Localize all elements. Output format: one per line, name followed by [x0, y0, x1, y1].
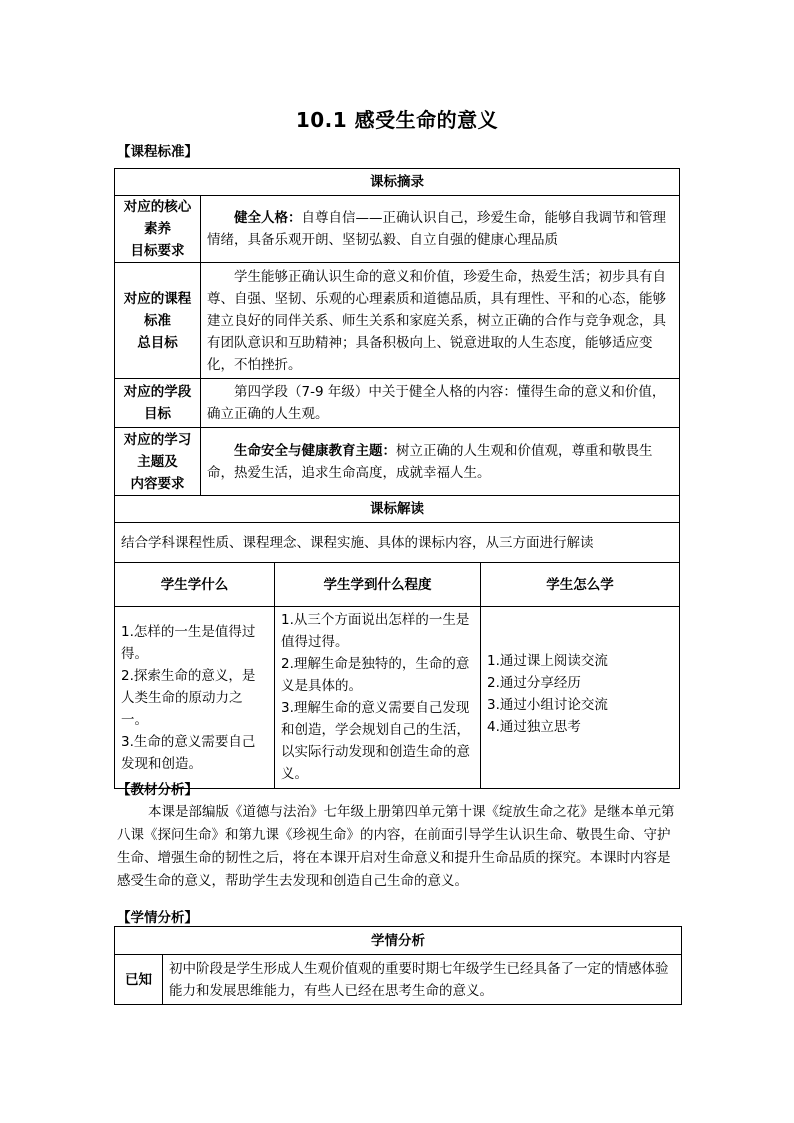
row-label-core: [115, 196, 201, 263]
list-item: 1.从三个方面说出怎样的一生是值得过得。: [281, 612, 470, 650]
row-label-known: 已知: [115, 955, 163, 1005]
column-header-what: 学生学什么: [115, 563, 275, 607]
row-label-text: 对应的核心 素养 目标要求: [123, 199, 192, 259]
list-item: 3.生命的意义需要自己发现和创造。: [121, 733, 256, 772]
row-text-theme: 生命安全与健康教育主题：树立正确的人生观和价值观，尊重和敬畏生命，热爱生活，追求生命高度，成就幸福人生。: [201, 428, 680, 496]
row-label-theme: [115, 428, 201, 496]
list-item: 3.通过小组讨论交流: [487, 696, 608, 713]
table-row: [115, 379, 680, 428]
list-item: 4.通过独立思考: [487, 718, 581, 735]
column-what-content: [115, 607, 275, 789]
textbook-analysis-text: 本课是部编版《道德与法治》七年级上册第四单元第十课《绽放生命之花》是继本单元第八课《探问生命》和第九课《珍视生命》的内容，在前面引导学生认识生命、敬畏生命、守护生命、增强生命的韧性之后，将在本课开启对生命意义和提升生命品质的探究。本课时内容是感受生命的意义，帮助学生去发现和创造自己生命的意义。: [117, 804, 675, 889]
section-course-standard: 【课程标准】: [117, 144, 198, 160]
learner-table: [114, 926, 682, 1005]
row-label-stage: [115, 379, 201, 428]
table-row: [115, 428, 680, 496]
section-textbook-analysis: 【教材分析】: [117, 782, 198, 798]
table-row: [115, 955, 682, 1005]
column-header-how: 学生怎么学: [481, 563, 680, 607]
section-learner-analysis: 【学情分析】: [117, 910, 198, 926]
row-label-goal: [115, 263, 201, 379]
interpretation-text: 结合学科课程性质、课程理念、课程实施、具体的课标内容，从三方面进行解读: [115, 523, 680, 563]
table-header-excerpt: 课标摘录: [115, 169, 680, 196]
column-how-content: [481, 607, 680, 789]
list-item: 2.通过分享经历: [487, 674, 581, 691]
list-item: 2.理解生命是独特的，生命的意义是具体的。: [281, 656, 470, 694]
row-label-text: 对应的学习 主题及 内容要求: [123, 431, 192, 492]
table-row: [115, 607, 680, 789]
page-title: 10.1 感受生命的意义: [295, 108, 499, 132]
list-item: 2.探索生命的意义，是人类生命的原动力之一。: [121, 667, 256, 728]
table-row: [115, 263, 680, 379]
list-item: 1.怎样的一生是值得过得。: [121, 623, 256, 662]
row-text-known: 初中阶段是学生形成人生观价值观的重要时期七年级学生已经具备了一定的情感体验能力和发展思维能力，有些人已经在思考生命的意义。: [163, 955, 682, 1005]
row-text-core: 健全人格：自尊自信——正确认识自己，珍爱生命，能够自我调节和管理情绪，具备乐观开朗、坚韧弘毅、自立自强的健康心理品质: [201, 196, 680, 263]
column-header-degree: 学生学到什么程度: [275, 563, 481, 607]
table-header-interpretation: 课标解读: [115, 496, 680, 523]
row-text-goal: 学生能够正确认识生命的意义和价值，珍爱生命，热爱生活；初步具有自尊、自强、坚韧、乐观的心理素质和道德品质，具有理性、平和的心态，能够建立良好的同伴关系、师生关系和家庭关系，树立正确的合作与竞争观念，具有团队意识和互助精神；具备积极向上、锐意进取的人生态度，能够适应变化，不怕挫折。: [201, 263, 680, 379]
row-label-text: 对应的课程 标准 总目标: [123, 290, 192, 351]
table-row: [115, 196, 680, 263]
row-text-stage: 第四学段（7-9 年级）中关于健全人格的内容：懂得生命的意义和价值，确立正确的人生观。: [201, 379, 680, 428]
list-item: 3.理解生命的意义需要自己发现和创造，学会规划自己的生活，以实际行动发现和创造生命的意义。: [281, 700, 470, 782]
column-degree-content: [275, 607, 481, 789]
course-standard-table: [114, 168, 680, 789]
table-header-learner: 学情分析: [115, 927, 682, 955]
row-label-text: 对应的学段 目标: [123, 384, 192, 422]
list-item: 1.通过课上阅读交流: [487, 652, 608, 669]
